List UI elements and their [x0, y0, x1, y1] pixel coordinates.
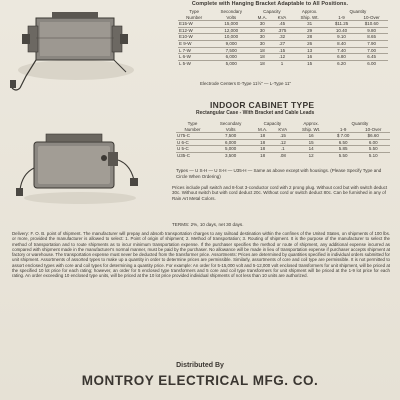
table-row: [178, 27, 388, 34]
cabinet-transformer-illustration: [12, 128, 147, 206]
th2-ma: M.A.: [257, 126, 268, 132]
transformer-spec-table-1: [178, 9, 388, 66]
table-cell: 18: [252, 152, 273, 158]
table-row: [178, 47, 388, 54]
th2-shipwt: Ship. Wt.: [302, 126, 321, 132]
table-cell: .15: [272, 47, 291, 54]
th1-approx: Approx.: [301, 9, 318, 14]
table-row: [176, 152, 390, 158]
th2-quantity: Quantity: [351, 121, 369, 126]
table-cell: .15: [273, 133, 293, 140]
table-cell: 6,000: [210, 54, 252, 61]
th1-volts: Volts: [226, 14, 237, 20]
table-cell: 9.80: [355, 27, 388, 34]
table-cell: 30: [252, 27, 272, 34]
th2-capacity: Capacity: [263, 121, 282, 126]
th1-kva: KVA: [277, 14, 287, 20]
table-cell: 7.00: [355, 47, 388, 54]
table-cell: 7.90: [355, 40, 388, 47]
th1-shipwt: Ship. Wt.: [300, 14, 319, 20]
th1-qty-10-over: 10-Over: [363, 14, 380, 20]
section-subheading: Rectangular Case - With Bracket and Cable Leads: [196, 110, 315, 116]
table-cell: 18: [252, 47, 272, 54]
table-cell: U35-C: [176, 152, 209, 158]
section-heading: INDOOR CABINET TYPE: [210, 100, 315, 110]
hanging-transformer-illustration: [8, 8, 138, 96]
table-cell: 6.50: [330, 139, 357, 146]
table-row: [178, 34, 388, 41]
th2-approx: Approx.: [303, 121, 319, 126]
table-cell: E15-W: [178, 21, 210, 28]
table-cell: U 6-C: [176, 139, 209, 146]
table-cell: 3,500: [209, 152, 252, 158]
table-cell: L 7-W: [178, 47, 210, 54]
transformer-spec-table-2: [176, 121, 390, 159]
th1-type: Type: [189, 9, 199, 14]
table-cell: 29: [292, 27, 328, 34]
table-cell: L 6-W: [178, 54, 210, 61]
table-cell: 6.00: [356, 139, 390, 146]
table-cell: 1: [272, 60, 291, 66]
table-cell: E10-W: [178, 34, 210, 41]
table-cell: 5,000: [209, 146, 252, 153]
table-cell: 18: [252, 60, 272, 66]
table-cell: 6.45: [355, 54, 388, 61]
terms-line: TERMS: 2%, 10 days, net 30 days.: [172, 222, 244, 227]
table-cell: 16: [293, 133, 330, 140]
table-cell: 18: [252, 146, 273, 153]
th2-secondary: Secondary: [219, 121, 242, 126]
table-cell: .08: [273, 152, 293, 158]
table-cell: $ 7.00: [330, 133, 357, 140]
th1-quantity: Quantity: [349, 9, 367, 14]
th1-number: Number: [186, 14, 203, 20]
table-cell: 12: [293, 152, 330, 158]
th2-qty-1-9: 1-9: [339, 126, 347, 132]
table-cell: 18: [252, 54, 272, 61]
table-cell: 14: [293, 146, 330, 153]
top-caption: Complete with Hanging Bracket Adaptable to All Positions.: [191, 1, 349, 7]
table-cell: 15: [292, 60, 328, 66]
table-row: [176, 139, 390, 146]
table-cell: 30: [252, 34, 272, 41]
table-cell: 30: [252, 40, 272, 47]
table-cell: U75-C: [176, 133, 209, 140]
electrode-centers-note: Electrode Centers E-Type 11½" — L-Type 11": [200, 81, 292, 86]
table-cell: .32: [272, 34, 291, 41]
table-cell: $11.25: [328, 21, 356, 28]
table-row: [176, 133, 390, 140]
table-cell: 9,000: [210, 40, 252, 47]
table-cell: 6.20: [328, 60, 356, 66]
table-row: [176, 146, 390, 153]
table-cell: 7.40: [328, 47, 356, 54]
table-cell: 8.65: [355, 34, 388, 41]
table-cell: .12: [272, 54, 291, 61]
table-cell: 12,000: [210, 27, 252, 34]
table-cell: 7,500: [210, 47, 252, 54]
table-cell: 10,000: [210, 34, 252, 41]
table-row: [178, 40, 388, 47]
table-cell: 31: [292, 21, 328, 28]
table-cell: 16: [292, 54, 328, 61]
table-cell: 18: [252, 133, 273, 140]
th2-volts: Volts: [225, 126, 236, 132]
table-cell: L 5-W: [178, 60, 210, 66]
table-cell: $10.60: [355, 21, 388, 28]
table-cell: 28: [292, 34, 328, 41]
th2-type: Type: [187, 121, 198, 126]
table-cell: 8.40: [328, 40, 356, 47]
table-cell: 10.40: [328, 27, 356, 34]
table-cell: .27: [272, 40, 291, 47]
table-cell: 9.10: [328, 34, 356, 41]
table-row: [178, 54, 388, 61]
th1-ma: M.A.: [257, 14, 267, 20]
table-cell: E 9-W: [178, 40, 210, 47]
company-name: MONTROY ELECTRICAL MFG. CO.: [81, 373, 319, 388]
table-cell: .375: [272, 27, 291, 34]
table-cell: 6.80: [328, 54, 356, 61]
th1-capacity: Capacity: [263, 9, 281, 14]
table-cell: 15: [293, 139, 330, 146]
table-cell: 18: [252, 139, 273, 146]
table-cell: .12: [273, 139, 293, 146]
table-cell: 26: [292, 40, 328, 47]
table-cell: 5.50: [330, 152, 357, 158]
table-cell: U 5-C: [176, 146, 209, 153]
pricing-paragraph: Prices include pull switch and 8-foot 3-conductor cord with 2 prong plug. Without cord but with switch deduct 30c. Without switch but with cord deduct 20c. Without cord or switch deduct 80c. Can be furnished in any of Rain Art Metal Colors.: [172, 185, 388, 201]
table-cell: 5.85: [330, 146, 357, 153]
distributed-by-label: Distributed By: [176, 362, 224, 369]
housing-types-note: Types — U S-H — U S-H — U35-H — Same as above except with housings. (Please Specify Type and Circle When Ordering): [176, 168, 382, 179]
table-cell: 5,000: [210, 60, 252, 66]
table-cell: 5.50: [356, 146, 390, 153]
th2-qty-10-over: 10-Over: [365, 126, 382, 132]
table-cell: .1: [273, 146, 293, 153]
table-cell: 7,500: [209, 133, 252, 140]
table-cell: 6,000: [209, 139, 252, 146]
table-cell: 30: [252, 21, 272, 28]
th1-qty-1-9: 1-9: [338, 14, 345, 20]
table-row: [178, 21, 388, 28]
th2-number: Number: [184, 126, 201, 132]
table-cell: 15,000: [210, 21, 252, 28]
table-cell: 5.10: [356, 152, 390, 158]
table-cell: .45: [272, 21, 291, 28]
th2-kva: KVA: [278, 126, 288, 132]
table-cell: 13: [292, 47, 328, 54]
table-cell: E12-W: [178, 27, 210, 34]
delivery-assortments-text: Delivery: F. O. B. point of shipment. The manufacturer will prepay and absorb transportation charges to any railroad destination within the confines of the United States, on shipments of 100 lbs. or more, provided the manufacturer is allowed to select: 1. Point of origin of shipment; 2. Method of transportation; 3. Routing of shipment. It is the purpose of the manufacturer to select the method of transportation and to route shipments as to incur minimum transportation expense. If the purchaser specifies the method or route of shipment, any additional expense incurred as compared with shipment made in the manufacturer's normal manner, must be paid by the purchaser. No allowance will be made in lieu of transportation expense if purchaser accepts shipment at factory or warehouse. The transportation expense must never be deducted from the transformer price. Assortments: Prices are determined by quantities specified in individual orders submitted for unit shipment. Assortments of assorted types to make up a quantity in order to determine prices are permissible. Similarly, assortments of core and coil type are permissible. It is not permitted to assort enclosed types with core and coil types for determining a quantity price. For example: An order for 5-15,000 volt and 5-12,000 volt enclosed transformers for unit shipment, will be priced at the specified 10 lot price for each rating; however, an order for 5 enclosed type transformers and 5 core and coil type transformers for unit shipment will be priced at the 1-9 lot price for each rating. An order exceeding 10 enclosed type units, will be priced at the 10 lot price provided individual shipments of not less than 10 units are authorized.: [12, 231, 390, 279]
table-row: [178, 60, 388, 66]
table-cell: $6.60: [356, 133, 390, 140]
table-cell: 6.00: [355, 60, 388, 66]
th1-secondary: Secondary: [220, 9, 242, 14]
